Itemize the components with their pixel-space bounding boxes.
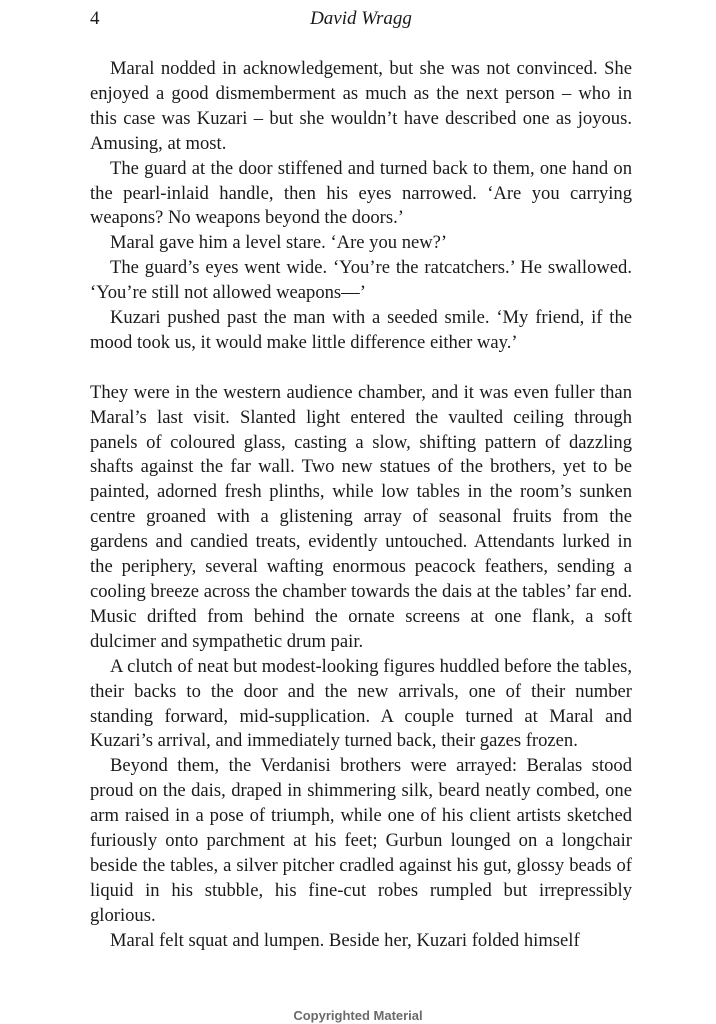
page-number: 4 (90, 8, 100, 29)
paragraph: They were in the western audience chamber, and it was even fuller than Maral’s last visit. Slanted light entered the vaulted ceiling through panels of coloured glass, casting a slow, shifting pattern of dazzling shafts against the far wall. Two new statues of the brothers, yet to be painted, adorned fresh plinths, while low tables in the room’s sunken centre groaned with a glistening array of seasonal fruits from the gardens and candied treats, evidently untouched. Attendants lurked in the periphery, several wafting enormous peacock feathers, sending a cooling breeze across the chamber towards the dais at the tables’ far end. Music drifted from behind the ornate screens at one flank, a soft dulcimer and sympathetic drum pair. (90, 381, 632, 652)
paragraph: Maral nodded in acknowledgement, but she was not convinced. She enjoyed a good dismemberment as much as the next person – who in this case was Kuzari – but she wouldn’t have described one as joyous. Amusing, at most. (90, 58, 632, 154)
paragraph: Kuzari pushed past the man with a seeded smile. ‘My friend, if the mood took us, it would make little difference either way.’ (90, 307, 632, 353)
copyright-footer: Copyrighted Material (293, 1008, 423, 1023)
paragraph: Maral felt squat and lumpen. Beside her, Kuzari folded himself (110, 929, 580, 951)
body-text (90, 57, 632, 954)
paragraph: Beyond them, the Verdanisi brothers were arrayed: Beralas stood proud on the dais, draped in shimmering silk, beard neatly combed, one arm raised in a pose of triumph, while one of his client artists sketched furiously onto parchment at his feet; Gurbun lounged on a longchair beside the tables, a silver pitcher cradled against his gut, glossy beads of liquid in his stubble, his fine-cut robes rumpled but irrepressibly glorious. (90, 755, 632, 926)
page-header (90, 8, 632, 36)
paragraph: The guard at the door stiffened and turned back to them, one hand on the pearl-inlaid handle, then his eyes narrowed. ‘Are you carrying weapons? No weapons beyond the doors.’ (90, 157, 632, 229)
paragraph: Maral gave him a level stare. ‘Are you new?’ (110, 232, 448, 254)
running-head: David Wragg (310, 8, 412, 29)
paragraph: The guard’s eyes went wide. ‘You’re the ratcatchers.’ He swallowed. ‘You’re still not allowed weapons—’ (90, 257, 632, 304)
paragraph: A clutch of neat but modest-looking figures huddled before the tables, their backs to the door and the new arrivals, one of their number standing forward, mid-supplication. A couple turned at Maral and Kuzari’s arrival, and immediately turned back, their gazes frozen. (90, 655, 632, 752)
section-break (90, 356, 632, 381)
